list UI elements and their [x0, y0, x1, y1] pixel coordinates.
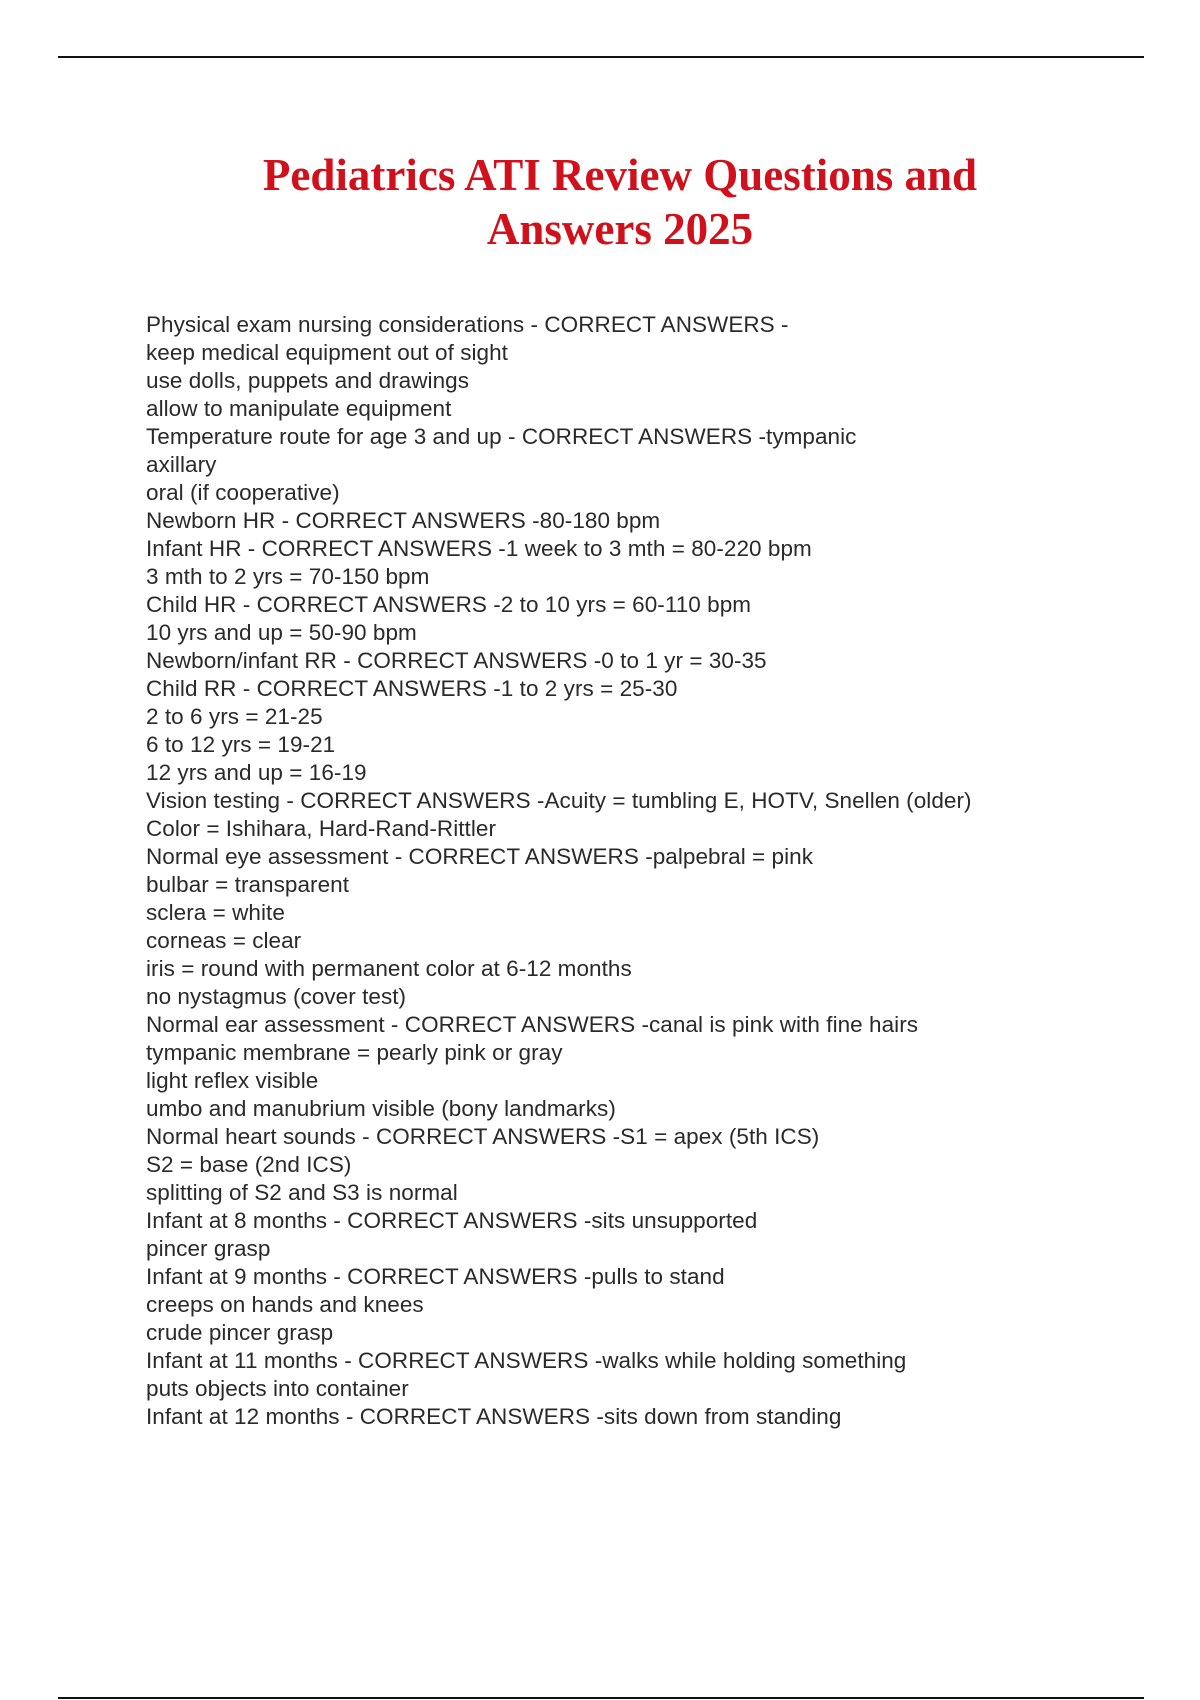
content-line: use dolls, puppets and drawings — [146, 368, 470, 393]
content-line: Normal heart sounds - CORRECT ANSWERS -S1 = apex (5th ICS) — [146, 1124, 820, 1149]
content-line: 10 yrs and up = 50-90 bpm — [146, 620, 417, 645]
content-line: S2 = base (2nd ICS) — [146, 1152, 352, 1177]
content-line: keep medical equipment out of sight — [146, 340, 508, 365]
content-line: allow to manipulate equipment — [146, 396, 452, 421]
content-line: Temperature route for age 3 and up - CORRECT ANSWERS -tympanic — [146, 424, 857, 449]
content-line: Newborn HR - CORRECT ANSWERS -80-180 bpm — [146, 508, 661, 533]
content-line: iris = round with permanent color at 6-12 months — [146, 956, 632, 981]
content-line: sclera = white — [146, 900, 285, 925]
content-line: corneas = clear — [146, 928, 302, 953]
content-line: Child HR - CORRECT ANSWERS -2 to 10 yrs = 60-110 bpm — [146, 592, 752, 617]
content-line: 6 to 12 yrs = 19-21 — [146, 732, 336, 757]
document-title — [0, 148, 1200, 256]
title-line: Answers 2025 — [486, 204, 754, 254]
content-line: pincer grasp — [146, 1236, 271, 1261]
content-line: puts objects into container — [146, 1376, 409, 1401]
content-line: Physical exam nursing considerations - CORRECT ANSWERS - — [146, 312, 789, 337]
content-line: Color = Ishihara, Hard-Rand-Rittler — [146, 816, 497, 841]
qa-content — [146, 311, 1146, 1431]
content-line: Infant at 9 months - CORRECT ANSWERS -pulls to stand — [146, 1264, 725, 1289]
content-line: tympanic membrane = pearly pink or gray — [146, 1040, 563, 1065]
content-line: 12 yrs and up = 16-19 — [146, 760, 367, 785]
content-line: oral (if cooperative) — [146, 480, 340, 505]
content-line: Infant at 11 months - CORRECT ANSWERS -walks while holding something — [146, 1348, 907, 1373]
content-line: Newborn/infant RR - CORRECT ANSWERS -0 to 1 yr = 30-35 — [146, 648, 767, 673]
content-line: light reflex visible — [146, 1068, 319, 1093]
content-line: Infant at 8 months - CORRECT ANSWERS -sits unsupported — [146, 1208, 758, 1233]
content-line: bulbar = transparent — [146, 872, 350, 897]
content-line: Infant HR - CORRECT ANSWERS -1 week to 3 mth = 80-220 bpm — [146, 536, 812, 561]
content-line: splitting of S2 and S3 is normal — [146, 1180, 458, 1205]
content-line: Vision testing - CORRECT ANSWERS -Acuity = tumbling E, HOTV, Snellen (older) — [146, 788, 972, 813]
content-line: Child RR - CORRECT ANSWERS -1 to 2 yrs = 25-30 — [146, 676, 678, 701]
content-line: Normal ear assessment - CORRECT ANSWERS -canal is pink with fine hairs — [146, 1012, 919, 1037]
content-line: axillary — [146, 452, 217, 477]
content-line: crude pincer grasp — [146, 1320, 334, 1345]
top-rule — [58, 56, 1144, 58]
title-line: Pediatrics ATI Review Questions and — [262, 150, 978, 200]
content-line: no nystagmus (cover test) — [146, 984, 407, 1009]
content-line: 2 to 6 yrs = 21-25 — [146, 704, 323, 729]
bottom-rule — [58, 1697, 1144, 1699]
content-line: umbo and manubrium visible (bony landmarks) — [146, 1096, 616, 1121]
content-line: Normal eye assessment - CORRECT ANSWERS -palpebral = pink — [146, 844, 814, 869]
content-line: 3 mth to 2 yrs = 70-150 bpm — [146, 564, 430, 589]
content-line: creeps on hands and knees — [146, 1292, 424, 1317]
content-line: Infant at 12 months - CORRECT ANSWERS -sits down from standing — [146, 1404, 842, 1429]
